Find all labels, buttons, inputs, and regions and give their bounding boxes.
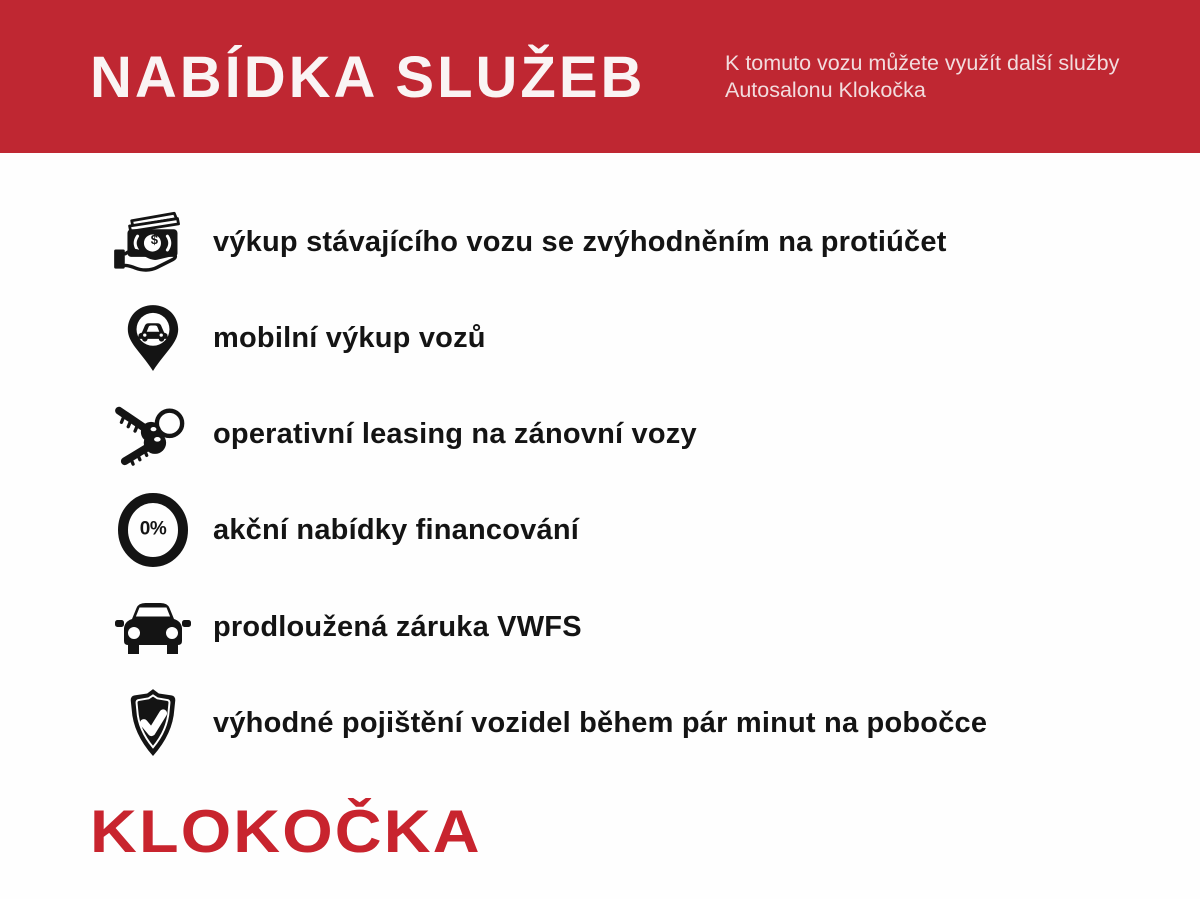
service-label: operativní leasing na zánovní vozy	[213, 417, 697, 450]
location-pin-car-icon	[105, 303, 201, 373]
service-label: prodloužená záruka VWFS	[213, 610, 582, 643]
service-item-financing	[105, 493, 579, 567]
service-label: výkup stávajícího vozu se zvýhodněním na protiúčet	[213, 225, 947, 258]
shield-check-icon	[105, 687, 201, 759]
header-subtitle-line2: Autosalonu Klokočka	[725, 78, 926, 102]
klokocka-logo: KLOKOČKA	[90, 798, 482, 865]
dollar-symbol: $	[150, 232, 158, 248]
header-subtitle-line1: K tomuto vozu můžete využít další služby	[725, 51, 1120, 75]
service-item-leasing	[105, 400, 697, 468]
service-label: mobilní výkup vozů	[213, 321, 486, 354]
service-label: výhodné pojištění vozidel během pár minut na pobočce	[213, 706, 988, 739]
service-label: akční nabídky financování	[213, 513, 579, 546]
service-item-trade-in	[105, 209, 947, 275]
service-item-mobile-buyout	[105, 303, 486, 373]
money-in-hand-icon	[105, 209, 201, 275]
zero-percent-text: 0%	[139, 518, 167, 540]
header-subtitle	[725, 50, 1145, 104]
header-banner	[0, 0, 1200, 153]
service-item-warranty	[105, 598, 582, 656]
zero-percent-icon	[105, 493, 201, 567]
car-front-icon	[105, 598, 201, 656]
page-title: NABÍDKA SLUŽEB	[90, 45, 646, 110]
keys-icon	[105, 400, 201, 468]
service-item-insurance	[105, 687, 987, 759]
